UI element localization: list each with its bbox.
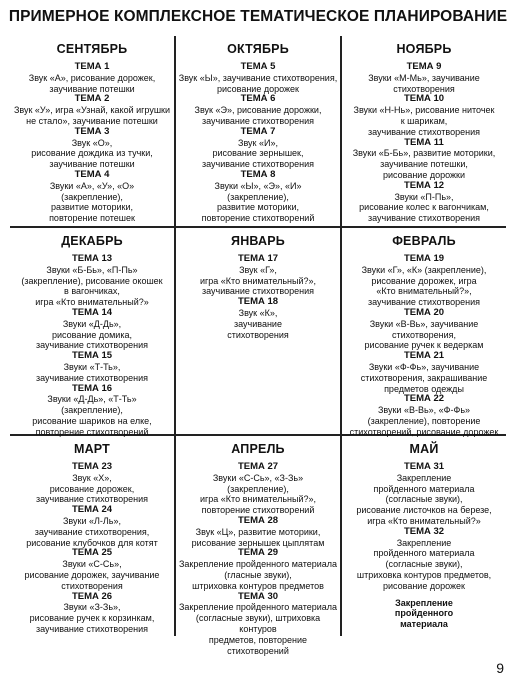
month-column [174, 228, 340, 434]
topic-block [12, 170, 172, 224]
topic-description-line: рисование зернышек, [212, 148, 304, 159]
topic-title: ТЕМА 10 [403, 93, 445, 105]
topic-title: ТЕМА 3 [74, 125, 110, 137]
topic-description-line: заучивание стихотворения [36, 623, 148, 634]
topic-description-line: Закрепление [396, 537, 452, 548]
topic-description-line: заучивание стихотворения, [34, 526, 150, 537]
topic-block [12, 384, 172, 438]
month-title: МАЙ [409, 442, 439, 456]
table-row [10, 228, 506, 436]
topic-title: ТЕМА 27 [237, 461, 279, 472]
topic-description-line: Звуки «М-Мь», заучивание [368, 72, 480, 83]
topic-block [12, 62, 172, 94]
topic-block [344, 351, 504, 394]
topic-description-line: рисование дорожек, заучивание [24, 569, 160, 580]
topic-title: ТЕМА 19 [403, 253, 445, 264]
topic-description-line: (гласные звуки), [224, 569, 292, 580]
topic-description-line: штриховка контуров предметов, [356, 569, 492, 580]
topic-block [12, 308, 172, 351]
topic-description-line: заучивание потешки, [380, 159, 468, 170]
topic-block [12, 548, 172, 591]
topic-description-line: Звук «К», [238, 307, 278, 318]
topic-title: ТЕМА 15 [71, 350, 113, 362]
final-review-line: пройденного [394, 608, 454, 619]
topic-description-line: Звуки «Г», «К» (закрепление), [361, 264, 487, 275]
topic-description-line: (согласные звуки), [385, 559, 463, 570]
topic-description-line: Звуки «П-Пь», [394, 191, 454, 202]
topic-block [178, 254, 338, 297]
topic-description-line: Звуки «С-Сь», [62, 559, 122, 570]
planning-table [10, 36, 506, 656]
month-title: ОКТЯБРЬ [227, 42, 289, 56]
topic-description-line: Звуки «В-Вь», заучивание [369, 318, 479, 329]
topic-title: ТЕМА 31 [403, 461, 445, 472]
topic-description-line: заучивание стихотворения [368, 126, 480, 137]
topic-description-line: заучивание стихотворения [36, 494, 148, 505]
topic-description-line: игра «Кто внимательный?», [199, 494, 316, 505]
month-title: НОЯБРЬ [396, 42, 452, 56]
topic-block [178, 94, 338, 126]
topic-description-line: не стало», заучивание потешки [26, 115, 158, 126]
topic-block [344, 462, 504, 527]
topic-description-line: стихотворения [61, 580, 123, 591]
topic-description-line: заучивание стихотворения [36, 372, 148, 383]
topic-description-line: стихотворения [227, 329, 289, 340]
topic-description-line: (закрепление), [61, 405, 123, 416]
topic-description-line: рисование клубочков для котят [26, 537, 158, 548]
topic-description-line: (согласные звуки), штриховка контуров [195, 613, 321, 634]
topic-block [12, 351, 172, 383]
topic-title: ТЕМА 17 [237, 253, 279, 264]
month-title: СЕНТЯБРЬ [56, 42, 128, 56]
topic-block [344, 308, 504, 351]
topic-block [344, 138, 504, 181]
topic-title: ТЕМА 2 [74, 93, 110, 105]
topic-description-line: Звук «Х», [72, 472, 112, 483]
topic-description-line: игра «Кто внимательный?» [35, 297, 149, 308]
month-column [340, 228, 506, 437]
topic-block [12, 94, 172, 126]
topic-title: ТЕМА 24 [71, 504, 113, 516]
topic-block [12, 127, 172, 170]
final-review-line: материала [400, 619, 448, 630]
topic-block [12, 505, 172, 548]
topic-block [12, 462, 172, 505]
topic-block [344, 254, 504, 308]
topic-description-line: игра «Кто внимательный?», [199, 275, 316, 286]
topic-description-line: повторение потешек [49, 213, 135, 224]
topic-description-line: в вагончиках, [64, 286, 120, 297]
topic-description-line: пройденного материала [373, 483, 475, 494]
topic-description-line: стихотворения [393, 83, 455, 94]
topic-description-line: Звук «Ы», заучивание стихотворения, [178, 72, 338, 83]
topic-description-line: заучивание стихотворения [368, 297, 480, 308]
topic-description-line: Звуки «С-Сь», «З-Зь» [212, 472, 304, 483]
topic-block [178, 462, 338, 516]
topic-title: ТЕМА 9 [406, 61, 442, 72]
topic-description-line: Звуки «З-Зь», [63, 602, 121, 613]
topic-title: ТЕМА 8 [240, 168, 276, 180]
topic-description-line: стихотворения, закрашивание [360, 372, 488, 383]
topic-title: ТЕМА 30 [237, 590, 279, 602]
topic-description-line: повторение стихотворений [35, 426, 149, 437]
topic-title: ТЕМА 20 [403, 306, 445, 318]
topic-description-line: Закрепление пройденного материала [178, 602, 338, 613]
topic-block [344, 181, 504, 224]
topic-title: ТЕМА 6 [240, 93, 276, 105]
topic-description-line: (согласные звуки), [385, 494, 463, 505]
topic-description-line: Звук «Ц», развитие моторики, [195, 526, 321, 537]
topic-title: ТЕМА 11 [404, 136, 444, 148]
topic-description-line: Звуки «В-Вь», «Ф-Фь» [377, 405, 471, 416]
topic-description-line: рисование ручек к корзинкам, [29, 613, 155, 624]
topic-description-line: заучивание стихотворения [202, 115, 314, 126]
topic-description-line: рисование дорожек, [49, 483, 135, 494]
topic-description-line: заучивание стихотворения [368, 213, 480, 224]
topic-description-line: заучивание потешки [49, 159, 135, 170]
topic-description-line: повторение стихотворений [201, 505, 315, 516]
topic-description-line: Звуки «Л-Ль», [63, 515, 121, 526]
topic-description-line: штриховка контуров предметов [192, 580, 324, 591]
topic-description-line: стихотворения, [391, 329, 457, 340]
topic-description-line: Звуки «А», «У», «О» [49, 180, 135, 191]
topic-title: ТЕМА 18 [237, 296, 279, 308]
topic-block [178, 297, 338, 340]
month-column [10, 36, 174, 226]
month-column [174, 436, 340, 656]
topic-description-line: рисование колес к вагончикам, [359, 202, 489, 213]
topic-description-line: рисование зернышек цыплятам [191, 537, 325, 548]
topic-description-line: рисование дорожек [217, 83, 299, 94]
topic-block [12, 592, 172, 635]
topic-title: ТЕМА 21 [403, 350, 445, 362]
topic-description-line: (закрепление), [227, 191, 289, 202]
topic-description-line: Закрепление пройденного материала [178, 559, 338, 570]
topic-description-line: Звуки «Б-Бь», развитие моторики, [352, 148, 496, 159]
topic-description-line: Звуки «Д-Дь», «Т-Ть» [47, 394, 137, 405]
topic-description-line: рисование дорожек [383, 580, 465, 591]
topic-description-line: Звук «Э», рисование дорожки, [194, 105, 322, 116]
topic-block [178, 170, 338, 224]
topic-title: ТЕМА 32 [403, 525, 445, 537]
topic-description-line: рисование ручек к ведеркам [364, 340, 484, 351]
topic-description-line: пройденного материала [373, 548, 475, 559]
topic-title: ТЕМА 14 [71, 306, 113, 318]
month-column [340, 36, 506, 226]
topic-description-line: рисование домика, [52, 329, 132, 340]
topic-description-line: заучивание потешки [49, 83, 135, 94]
topic-description-line: Звуки «Т-Ть», [63, 361, 121, 372]
topic-description-line: Звуки «Д-Дь», [62, 318, 122, 329]
month-column [10, 436, 174, 636]
topic-block [178, 548, 338, 591]
topic-description-line: Звук «Г», [239, 264, 277, 275]
topic-description-line: Звуки «Н-Нь», рисование ниточек [353, 105, 495, 116]
topic-description-line: развитие моторики, [50, 202, 134, 213]
topic-description-line: рисование дождика из тучки, [31, 148, 153, 159]
month-column [174, 36, 340, 226]
table-row [10, 436, 506, 656]
topic-title: ТЕМА 29 [237, 547, 279, 559]
topic-title: ТЕМА 26 [71, 590, 113, 602]
topic-block [344, 94, 504, 137]
final-review-note [344, 598, 504, 630]
topic-description-line: Звук «О», [71, 137, 113, 148]
month-title: ДЕКАБРЬ [61, 234, 123, 248]
topic-title: ТЕМА 5 [240, 61, 276, 72]
topic-title: ТЕМА 16 [71, 382, 113, 394]
topic-description-line: игра «Кто внимательный?» [367, 515, 481, 526]
topic-block [12, 254, 172, 308]
topic-description-line: Звук «И», [238, 137, 278, 148]
topic-title: ТЕМА 23 [71, 461, 113, 472]
topic-description-line: заучивание [234, 318, 282, 329]
topic-description-line: Закрепление [396, 472, 452, 483]
topic-title: ТЕМА 25 [71, 547, 113, 559]
month-title: МАРТ [73, 442, 111, 456]
topic-description-line: стихотворений, рисование дорожек [349, 426, 499, 437]
topic-description-line: Звуки «Ы», «Э», «И» [214, 180, 302, 191]
topic-title: ТЕМА 12 [403, 179, 445, 191]
topic-block [178, 516, 338, 548]
topic-description-line: рисование листочков на березе, [356, 505, 492, 516]
topic-description-line: предметов, повторение стихотворений [208, 634, 308, 656]
topic-title: ТЕМА 7 [240, 125, 276, 137]
topic-description-line: рисование шариков на елке, [32, 415, 152, 426]
month-title: ФЕВРАЛЬ [392, 234, 456, 248]
topic-description-line: (закрепление), повторение [367, 415, 481, 426]
topic-title: ТЕМА 1 [74, 61, 110, 72]
topic-description-line: повторение стихотворений [201, 213, 315, 224]
topic-description-line: рисование дорожки [383, 169, 465, 180]
topic-description-line: «Кто внимательный?», [376, 286, 472, 297]
month-title: АПРЕЛЬ [231, 442, 285, 456]
topic-block [178, 127, 338, 170]
topic-title: ТЕМА 4 [74, 168, 110, 180]
topic-block [344, 62, 504, 94]
topic-description-line: предметов одежды [384, 383, 464, 394]
topic-title: ТЕМА 28 [237, 514, 279, 526]
topic-description-line: (закрепление), [227, 483, 289, 494]
final-review-line: Закрепление [395, 597, 453, 608]
topic-description-line: (закрепление), [61, 191, 123, 202]
topic-description-line: развитие моторики, [216, 202, 300, 213]
topic-title: ТЕМА 13 [71, 253, 113, 264]
month-column [10, 228, 174, 437]
topic-block [178, 62, 338, 94]
topic-block [344, 527, 504, 592]
page-title: ПРИМЕРНОЕ КОМПЛЕКСНОЕ ТЕМАТИЧЕСКОЕ ПЛАНИРОВАНИЕ [8, 8, 508, 25]
topic-description-line: Звук «А», рисование дорожек, [28, 72, 156, 83]
topic-description-line: (закрепление), рисование окошек [21, 275, 163, 286]
topic-description-line: заучивание стихотворения [202, 286, 314, 297]
topic-description-line: заучивание стихотворения [202, 159, 314, 170]
month-column [340, 436, 506, 636]
topic-block [344, 394, 504, 437]
topic-description-line: Звуки «Ф-Фь», заучивание [368, 361, 480, 372]
page-number: 9 [496, 660, 504, 676]
topic-title: ТЕМА 22 [403, 393, 445, 405]
topic-description-line: Звук «У», игра «Узнай, какой игрушки [13, 105, 171, 116]
topic-description-line: рисование дорожек, игра [371, 275, 477, 286]
topic-description-line: Звуки «Б-Бь», «П-Пь» [46, 264, 138, 275]
topic-block [178, 592, 338, 657]
topic-description-line: к шарикам, [400, 115, 448, 126]
month-title: ЯНВАРЬ [231, 234, 285, 248]
table-row [10, 36, 506, 228]
topic-description-line: заучивание стихотворения [36, 340, 148, 351]
